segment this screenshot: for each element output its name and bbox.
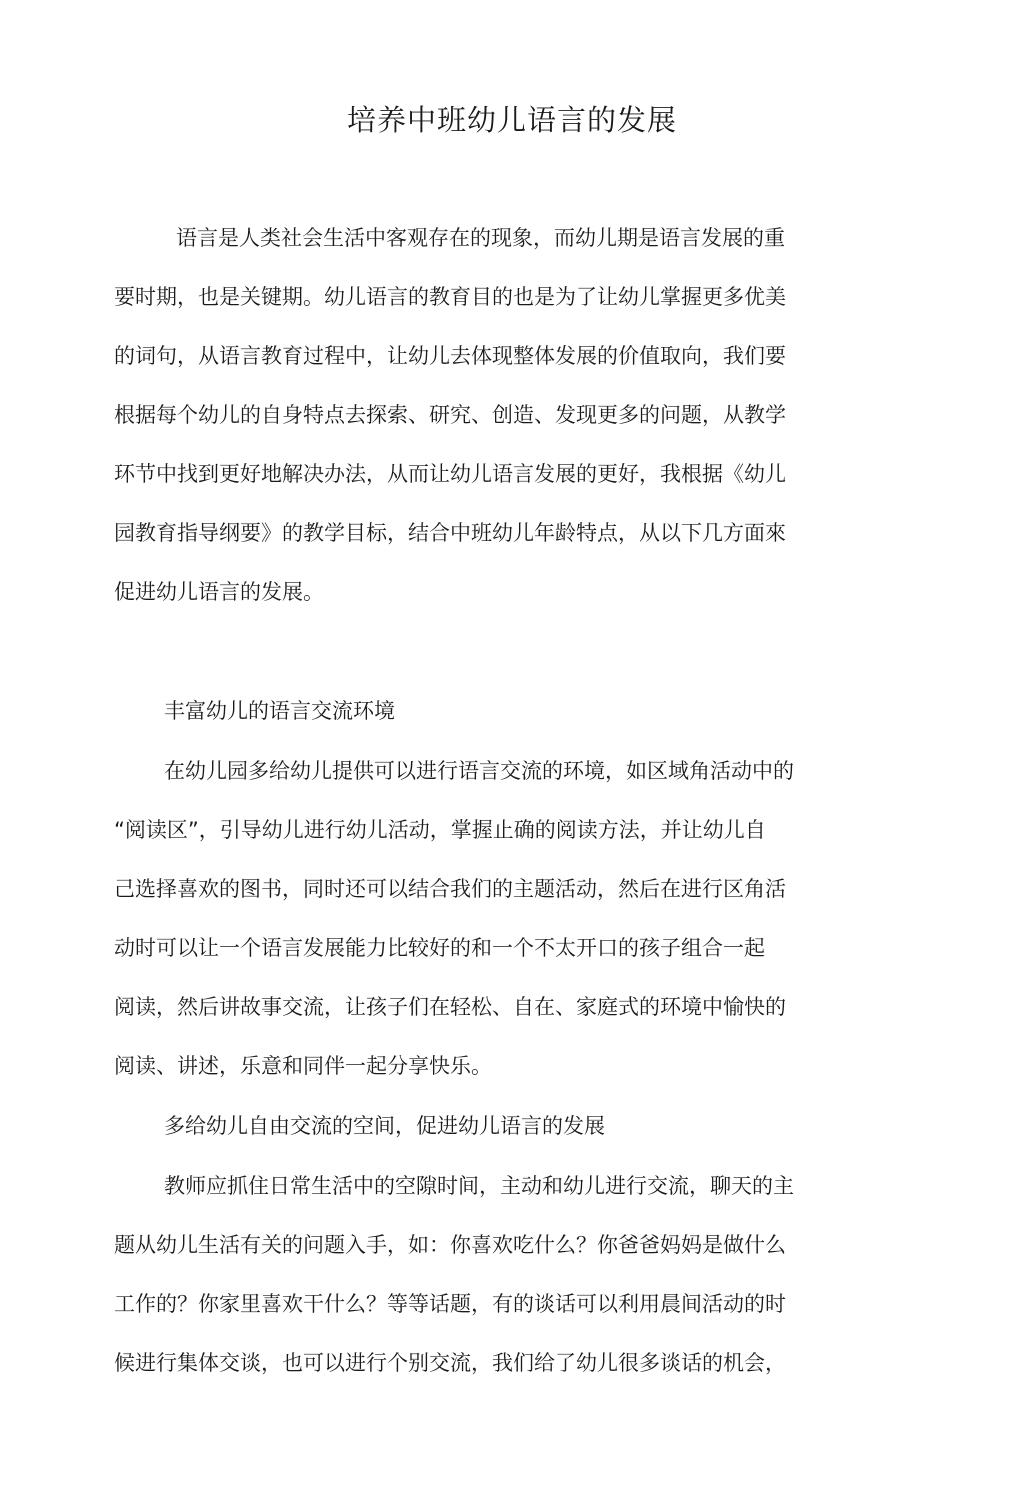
paragraph-line: “阅读区”，引导幼儿进行幼儿活动，掌握止确的阅读方法，并让幼儿自 bbox=[114, 818, 766, 842]
paragraph-line: 促进幼儿语言的发展。 bbox=[114, 580, 324, 604]
paragraph-line: 要时期，也是关键期。幼儿语言的教育目的也是为了让幼儿掌握更多优美 bbox=[114, 285, 786, 309]
paragraph-line: 在幼儿园多给幼儿提供可以进行语言交流的环境，如区域角活动中的 bbox=[164, 759, 794, 783]
paragraph-line: 动时可以让一个语言发展能力比较好的和一个不太开口的孩子组合一起 bbox=[114, 936, 765, 960]
section-heading: 多给幼儿自由交流的空间，促进幼儿语言的发展 bbox=[164, 1114, 605, 1138]
paragraph-line: 根据每个幼儿的自身特点去探索、研究、创造、发现更多的问题，从教学 bbox=[114, 403, 786, 427]
paragraph-line: 教师应抓住日常生活中的空隙时间，主动和幼儿进行交流，聊天的主 bbox=[164, 1174, 794, 1198]
section-heading: 丰富幼儿的语言交流环境 bbox=[164, 699, 395, 723]
paragraph-line: 阅读，然后讲故事交流，让孩子们在轻松、自在、家庭式的环境中愉快的 bbox=[114, 995, 786, 1019]
document-title: 培养中班幼儿语言的发展 bbox=[346, 103, 677, 137]
paragraph-line: 候进行集体交谈，也可以进行个别交流，我们给了幼儿很多谈话的机会， bbox=[114, 1351, 786, 1375]
paragraph-line: 园教育指导纲要》的教学目标，结合中班幼儿年龄特点，从以下几方面來 bbox=[114, 521, 786, 545]
paragraph-line: 语言是人类社会生活中客观存在的现象，而幼儿期是语言发展的重 bbox=[176, 226, 785, 250]
paragraph-line: 的词句，从语言教育过程中，让幼儿去体现整体发展的价值取向，我们要 bbox=[114, 344, 786, 368]
paragraph-line: 己选择喜欢的图书，同时还可以结合我们的主题活动，然后在进行区角活 bbox=[114, 877, 786, 901]
paragraph-line: 题从幼儿生活有关的问题入手，如：你喜欢吃什么？你爸爸妈妈是做什么 bbox=[114, 1233, 786, 1257]
paragraph-line: 阅读、讲述，乐意和同伴一起分享快乐。 bbox=[114, 1054, 492, 1078]
paragraph-line: 工作的？你家里喜欢干什么？等等话题，有的谈话可以利用晨间活动的时 bbox=[114, 1292, 786, 1316]
paragraph-line: 环节中找到更好地解决办法，从而让幼儿语言发展的更好，我根据《幼儿 bbox=[114, 462, 786, 486]
